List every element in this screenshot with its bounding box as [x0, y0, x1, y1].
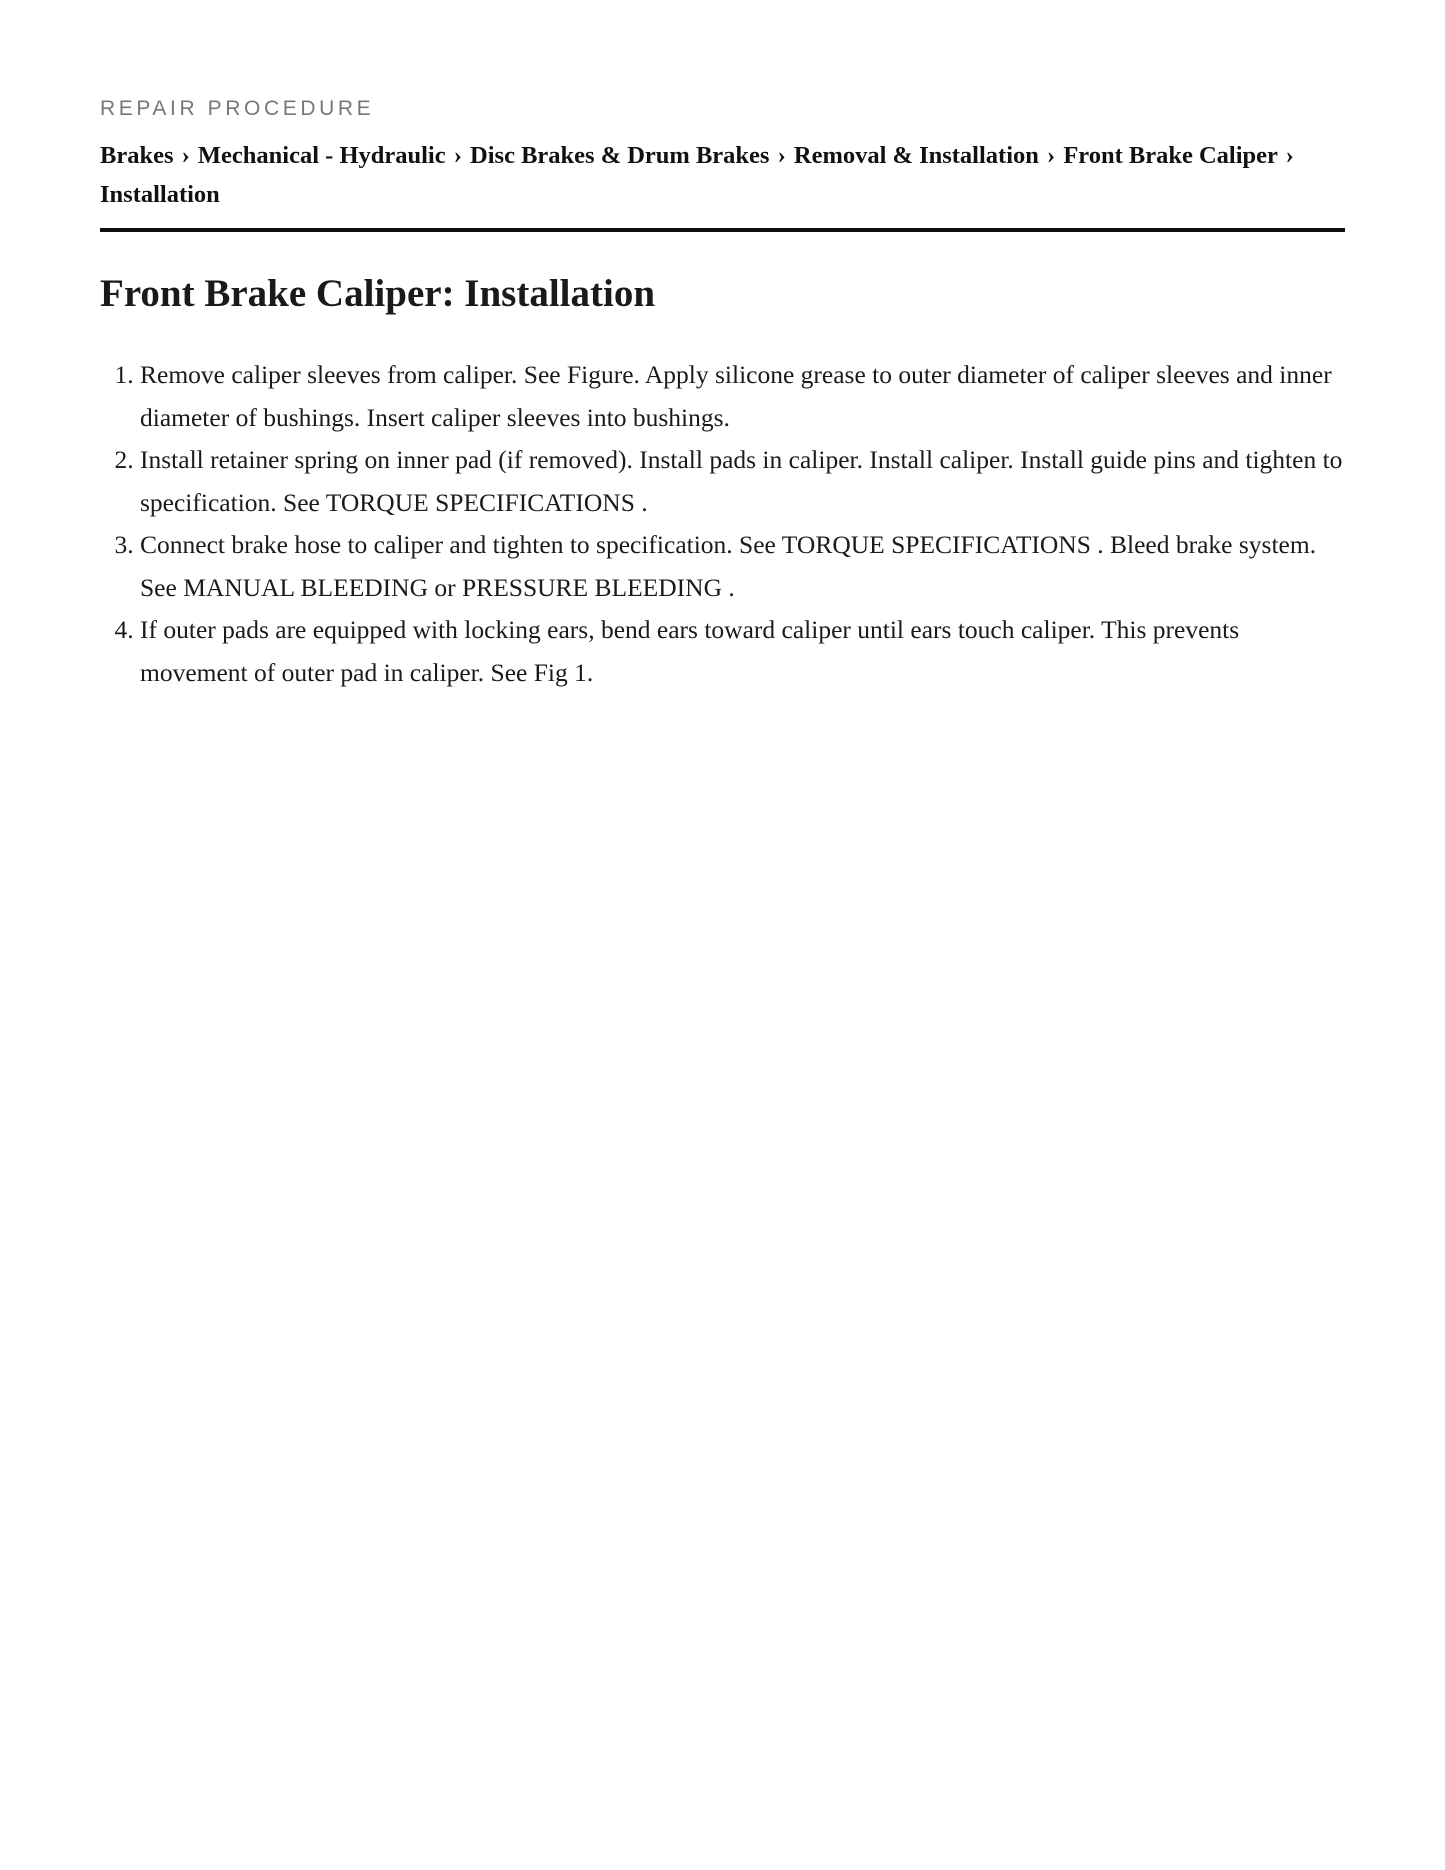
breadcrumb-separator: ›: [453, 142, 462, 169]
breadcrumb-item-removal-installation[interactable]: Removal & Installation: [793, 142, 1039, 169]
document-page: [100, 0, 1345, 694]
breadcrumb-separator: ›: [1285, 142, 1294, 169]
breadcrumb-item-installation[interactable]: Installation: [100, 181, 220, 208]
breadcrumb-item-disc-drum-brakes[interactable]: Disc Brakes & Drum Brakes: [470, 142, 770, 169]
breadcrumb-separator: ›: [777, 142, 786, 169]
breadcrumb-separator: ›: [181, 142, 190, 169]
header-divider: [100, 228, 1345, 232]
document-type-label: REPAIR PROCEDURE: [100, 97, 375, 120]
procedure-step: 1. Remove caliper sleeves from caliper. See Figure. Apply silicone grease to outer diameter of caliper sleeves and inner diameter of bushings. Insert caliper sleeves into bushings.: [140, 354, 1345, 439]
procedure-step: 4. If outer pads are equipped with locking ears, bend ears toward caliper until ears touch caliper. This prevents movement of outer pad in caliper. See Fig 1.: [140, 609, 1345, 694]
breadcrumb: [100, 136, 1345, 214]
procedure-step: 2. Install retainer spring on inner pad (if removed). Install pads in caliper. Install caliper. Install guide pins and tighten to specification. See TORQUE SPECIFICATIONS .: [140, 439, 1345, 524]
procedure-steps-list: [100, 354, 1345, 694]
breadcrumb-separator: ›: [1047, 142, 1056, 169]
procedure-step: 3. Connect brake hose to caliper and tighten to specification. See TORQUE SPECIFICATIONS . Bleed brake system. See MANUAL BLEEDING or PRESSURE BLEEDING .: [140, 524, 1345, 609]
breadcrumb-item-front-brake-caliper[interactable]: Front Brake Caliper: [1063, 142, 1278, 169]
page-title: Front Brake Caliper: Installation: [100, 272, 656, 315]
breadcrumb-item-mechanical-hydraulic[interactable]: Mechanical - Hydraulic: [197, 142, 446, 169]
breadcrumb-item-brakes[interactable]: Brakes: [100, 142, 174, 169]
